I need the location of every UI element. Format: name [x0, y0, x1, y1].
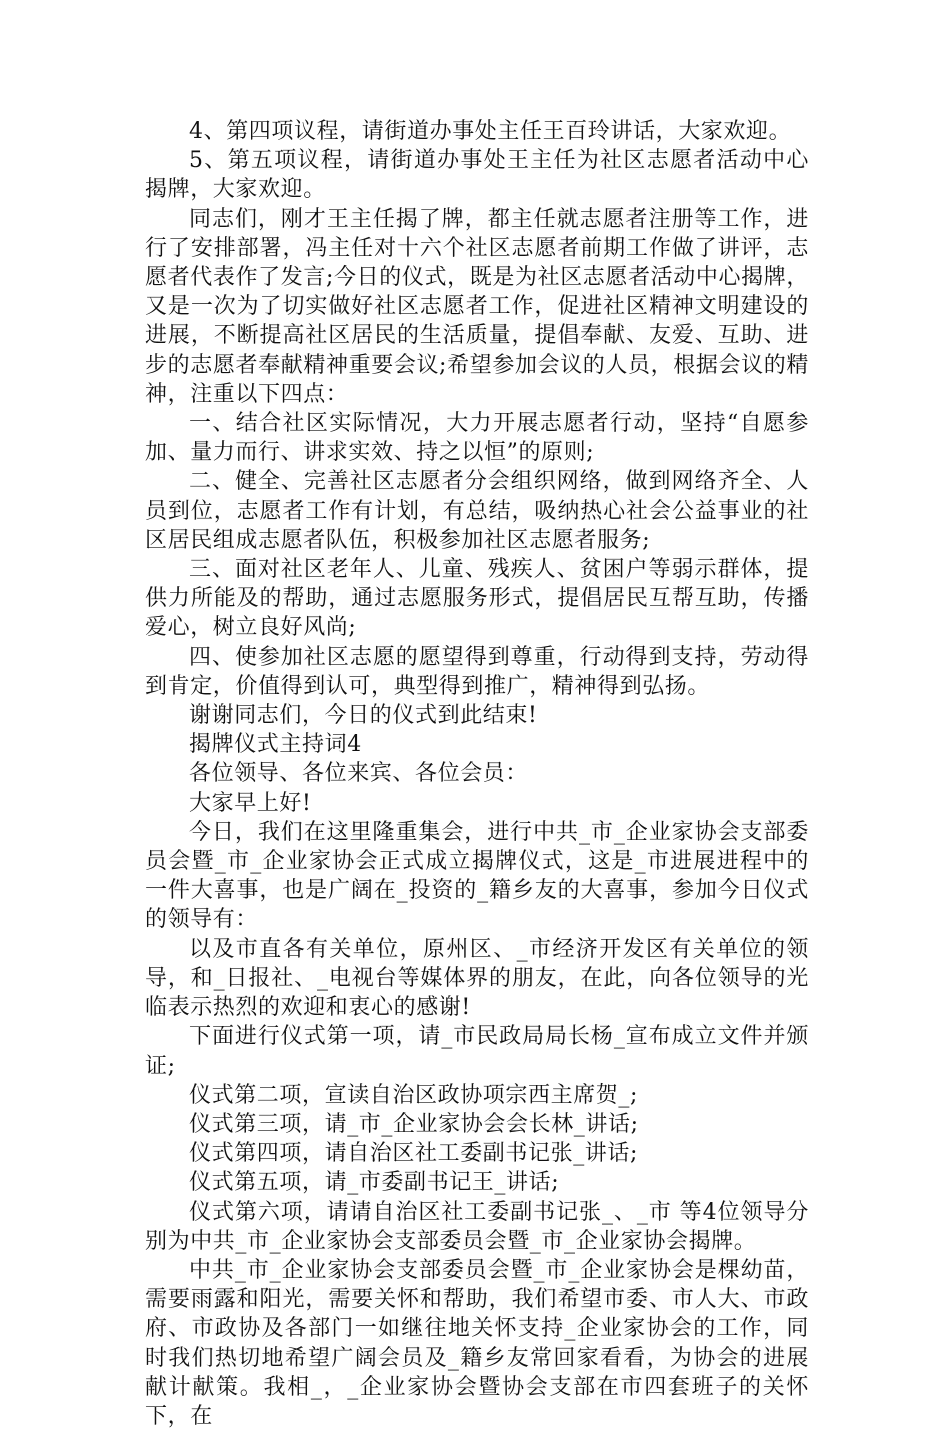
document-body — [145, 117, 809, 1431]
paragraph-ceremony-item-5: 仪式第五项，请_市委副书记王_讲话; — [189, 1170, 560, 1196]
paragraph-point-2: 二、健全、完善社区志愿者分会组织网络，做到网络齐全、人员到位，志愿者工作有计划，有总结，吸纳热心社会公益事业的社区居民组成志愿者队伍，积极参加社区志愿者服务; — [145, 469, 809, 553]
paragraph-greeting: 大家早上好! — [189, 790, 312, 816]
paragraph-ceremony-item-4: 仪式第四项，请自治区社工委副书记张_讲话; — [189, 1141, 639, 1167]
section-heading: 揭牌仪式主持词4 — [189, 732, 362, 758]
paragraph-point-3: 三、面对社区老年人、儿童、残疾人、贫困户等弱示群体，提供力所能及的帮助，通过志愿服务形式，提倡居民互帮互助，传播爱心，树立良好风尚; — [145, 557, 809, 641]
paragraph-point-4: 四、使参加社区志愿的愿望得到尊重，行动得到支持，劳动得到肯定，价值得到认可，典型得到推广，精神得到弘扬。 — [145, 644, 809, 699]
paragraph-association-outlook: 中共_市_企业家协会支部委员会暨_市_企业家协会是棵幼苗，需要雨露和阳光，需要关怀和帮助，我们希望市委、市人大、市政府、市政协及各部门一如继往地关怀支持_企业家协会的工作，同时我们热切地希望广阔会员及_籍乡友常回家看看，为协会的进展献计献策。我相_，_企业家协会暨协会支部在市四套班子的关怀下，在 — [145, 1257, 809, 1429]
paragraph-salutation: 各位领导、各位来宾、各位会员： — [189, 761, 529, 787]
paragraph-point-1: 一、结合社区实际情况，大力开展志愿者行动，坚持“自愿参加、量力而行、讲求实效、持之以恒”的原则; — [145, 411, 809, 466]
paragraph-opening: 今日，我们在这里隆重集会，进行中共_市_企业家协会支部委员会暨_市_企业家协会正式成立揭牌仪式，这是_市进展进程中的一件大喜事，也是广阔在_投资的_籍乡友的大喜事，参加今日仪式的领导有： — [145, 819, 809, 933]
paragraph-ceremony-item-2: 仪式第二项，宣读自治区政协项宗西主席贺_; — [189, 1082, 639, 1108]
paragraph-ceremony-item-1: 下面进行仪式第一项，请_市民政局局长杨_宣布成立文件并颁证; — [145, 1024, 809, 1079]
paragraph-closing: 谢谢同志们，今日的仪式到此结束! — [189, 703, 538, 729]
paragraph-ceremony-item-6: 仪式第六项，请请自治区社工委副书记张_、_市 等4位领导分别为中共_市_企业家协会支部委员会暨_市_企业家协会揭牌。 — [145, 1199, 809, 1254]
paragraph-comrades-summary: 同志们，刚才王主任揭了牌，都主任就志愿者注册等工作，进行了安排部署，冯主任对十六个社区志愿者前期工作做了讲评，志愿者代表作了发言;今日的仪式，既是为社区志愿者活动中心揭牌，又是一次为了切实做好社区志愿者工作，促进社区精神文明建设的进展，不断提高社区居民的生活质量，提倡奉献、友爱、互助、进步的志愿者奉献精神重要会议;希望参加会议的人员，根据会议的精神，注重以下四点： — [145, 206, 809, 407]
paragraph-ceremony-item-3: 仪式第三项，请_市_企业家协会会长林_讲话; — [189, 1111, 639, 1137]
paragraph-welcome: 以及市直各有关单位，原州区、_市经济开发区有关单位的领导，和_日报社、_电视台等媒体界的朋友，在此，向各位领导的光临表示热烈的欢迎和衷心的感谢! — [145, 936, 809, 1021]
paragraph-agenda-5: 5、第五项议程，请街道办事处王主任为社区志愿者活动中心揭牌，大家欢迎。 — [145, 148, 809, 203]
paragraph-agenda-4: 4、第四项议程，请街道办事处主任王百玲讲话，大家欢迎。 — [189, 119, 792, 144]
